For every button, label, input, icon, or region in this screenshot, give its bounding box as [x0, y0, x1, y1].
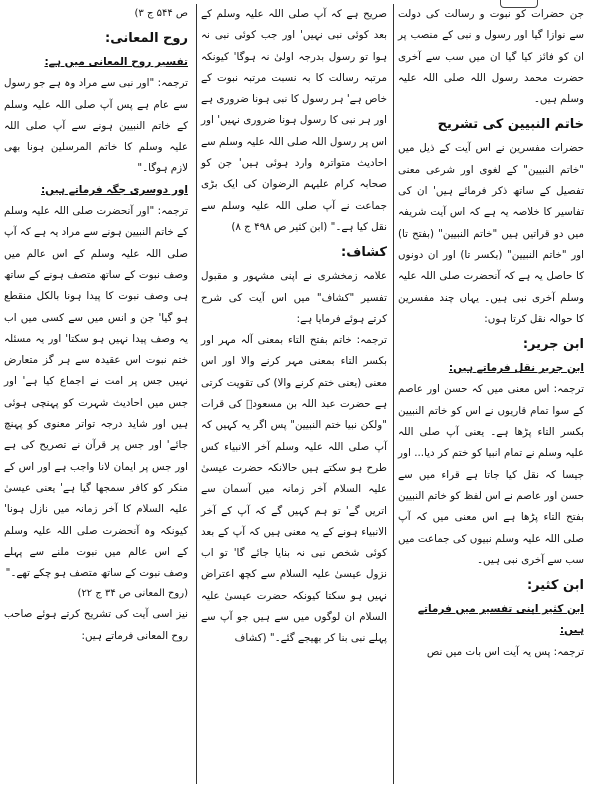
subheading-ruh-ul-maani: تفسیر روح المعانی میں ہے:: [44, 56, 188, 68]
paragraph-ruh-closing: نیز اسی آیت کی تشریح کرتے ہوئے صاحب روح المعانی فرماتے ہیں:: [4, 608, 188, 642]
paragraph-intro: جن حضرات کو نبوت و رسالت کی دولت سے نوازا گیا اور رسول و نبی کے منصب پر ان کو فائز کیا گیا ان میں سب سے آخری حضرت محمد رسول اللہ صلی اللہ علیہ وسلم ہیں۔: [398, 8, 584, 106]
subheading-ibn-kathir: ابن کثیر اپنی تفسیر میں فرماتے ہیں:: [417, 603, 584, 637]
column-middle: [197, 0, 393, 787]
column-right: [394, 0, 590, 787]
reference-kashaf: ص ۵۴۴ ج ۳): [134, 8, 188, 19]
reference-ruh-ul-maani: (روح المعانی ص ۳۴ ج ۲۲): [77, 588, 188, 600]
subheading-dusri-jagah: اور دوسری جگہ فرماتے ہیں:: [40, 183, 188, 196]
heading-ibn-jarir: ابن جریر:: [522, 337, 584, 353]
column-divider-right: [393, 4, 394, 784]
subheading-ibn-jarir: ابن جریر نقل فرماتے ہیں:: [448, 362, 584, 375]
column-left: [0, 0, 196, 787]
paragraph-ruh-translation-1: ترجمہ: "اور نبی سے مراد وہ ہے جو رسول سے عام ہے پس آپ صلی اللہ علیہ وسلم کے خاتم النبیین ہونے سے آپ صلی اللہ علیہ وسلم کا خاتم المرسلین ہونا بھی لازم ہوگا۔": [4, 77, 188, 175]
paragraph-ibn-kathir-cont: صریح ہے کہ آپ صلی اللہ علیہ وسلم کے بعد کوئی نبی نہیں' اور جب کوئی نبی نہ ہوا تو رسول بدرجہ اولیٰ نہ ہوگا' کیونکہ مرتبہ رسالت کا بہ نسبت مرتبہ نبوت کے خاص ہے' ہر رسول کا نبی ہونا ضروری ہے اور ہر نبی کا رسول ہونا ضروری نہیں' اور اس پر رسول اللہ صلی اللہ علیہ وسلم سے احادیث متواترہ وارد ہوئی ہیں' جن کو صحابہ کرام علیہم الرضوان کی ایک بڑی جماعت نے آپ صلی اللہ علیہ وسلم سے نقل کیا ہے۔" (ابن کثیر ص ۴۹۸ ج ۸): [201, 8, 387, 233]
heading-ibn-kathir: ابن کثیر:: [526, 578, 584, 594]
paragraph-kashaf-translation: ترجمہ: خاتم بفتح التاء بمعنی آلہ مہر اور بکسر التاء بمعنی مہر کرنے والا اور اس معنی (یعنی ختم کرنے والا) کی تقویت کرتی ہے حضرت عبد اللہ بن مسعودؓ کی قرات "ولکن نبیا ختم النبیین" پس اگر یہ کہیں کہ آپ صلی اللہ علیہ وسلم آخر الانبیاء کس طرح ہو سکتے ہیں حالانکہ حضرت عیسیٰ علیہ السلام آخر زمانہ میں آسمان سے اتریں گے' تو ہم کہیں گے کہ آپ کے آخر الانبیاء ہونے کے یہ معنی ہیں کہ آپ کے بعد کوئی شخص نبی نہ بنایا جائے گا' تو اب نزول عیسیٰ علیہ السلام سے کچھ اعتراض نہیں ہو سکتا کیونکہ حضرت عیسیٰ علیہ السلام ان لوگوں میں سے ہیں جو آپ سے پہلے نبی بنا کر بھیجے گئے۔" (کشاف: [201, 334, 387, 645]
heading-ruh-ul-maani: روح المعانی:: [105, 31, 188, 46]
paragraph-ibn-kathir-start: ترجمہ: پس یہ آیت اس بات میں نص: [426, 645, 584, 658]
heading-kashaf: کشاف:: [341, 245, 387, 261]
paragraph-zamakhshari: علامہ زمخشری نے اپنی مشہور و مقبول تفسیر "کشاف" میں اس آیت کی شرح کرتے ہوئے فرمایا ہے:: [201, 270, 387, 325]
paragraph-ibn-jarir-translation: ترجمہ: اس معنی میں کہ حسن اور عاصم کے سوا تمام قاریوں نے اس کو خاتم النبیین بکسر التاء پڑھا ہے۔ یعنی آپ صلی اللہ علیہ وسلم نے تمام انبیا کو ختم کر دیا... اور جیسا کہ نقل کیا جاتا ہے قراء میں سے حسن اور عاصم نے اس لفظ کو خاتم النبیین بفتح التاء پڑھا ہے اس معنی میں کہ آپ صلی اللہ علیہ وسلم نبیوں کی جماعت میں سب سے آخری نبی ہیں۔: [398, 383, 584, 566]
heading-khatam-tashreeh: خاتم النبیین کی تشریح: [437, 117, 584, 133]
paragraph-mufassireen: حضرات مفسرین نے اس آیت کے ذیل میں "خاتم النبیین" کے لغوی اور شرعی معنی تفصیل کے ساتھ ذکر فرمائے ہیں' ان کی تفاسیر کا خلاصہ یہ ہے کہ اس آیت شریفہ میں دو قراتیں ہیں "خاتم النبیین" (بفتح تا) اور "خاتم النبیین" (بکسر تا) اور ان دونوں کا حاصل یہ ہے کہ آنحضرت صلی اللہ علیہ وسلم آخری نبی ہیں۔ یہاں چند مفسرین کا حوالہ نقل کرتا ہوں:: [398, 142, 584, 325]
column-divider-left: [196, 4, 197, 784]
paragraph-ruh-translation-2: ترجمہ: "اور آنحضرت صلی اللہ علیہ وسلم کے خاتم النبیین ہونے سے مراد یہ ہے کہ آپ صلی اللہ علیہ وسلم کے اس عالم میں وصف نبوت کے ساتھ متصف ہونے کے ساتھ ہی وصف نبوت کا پیدا ہونا بالکل منقطع ہو گیا' جن و انس میں سے کسی میں اب یہ وصف پیدا نہیں ہو سکتا' اور یہ مسئلہ ختم نبوت اس عقیدہ سے ہر گز متعارض نہیں جس پر امت نے اجماع کیا ہے' اور جس میں احادیث شہرت کو پہنچی ہوئی ہیں اور شاید درجہ تواتر معنوی کو پہنچ جائے' اور جس پر قرآن نے تصریح کی ہے اور جس پر ایمان لانا واجب ہے اور اس کے منکر کو کافر سمجھا گیا ہے' یعنی عیسیٰ علیہ السلام کا آخر زمانہ میں نازل ہونا' کیونکہ وہ آنحضرت صلی اللہ علیہ وسلم کے اس عالم میں نبوت ملنے سے پہلے وصف نبوت کے ساتھ متصف ہو چکے تھے۔": [4, 205, 188, 580]
